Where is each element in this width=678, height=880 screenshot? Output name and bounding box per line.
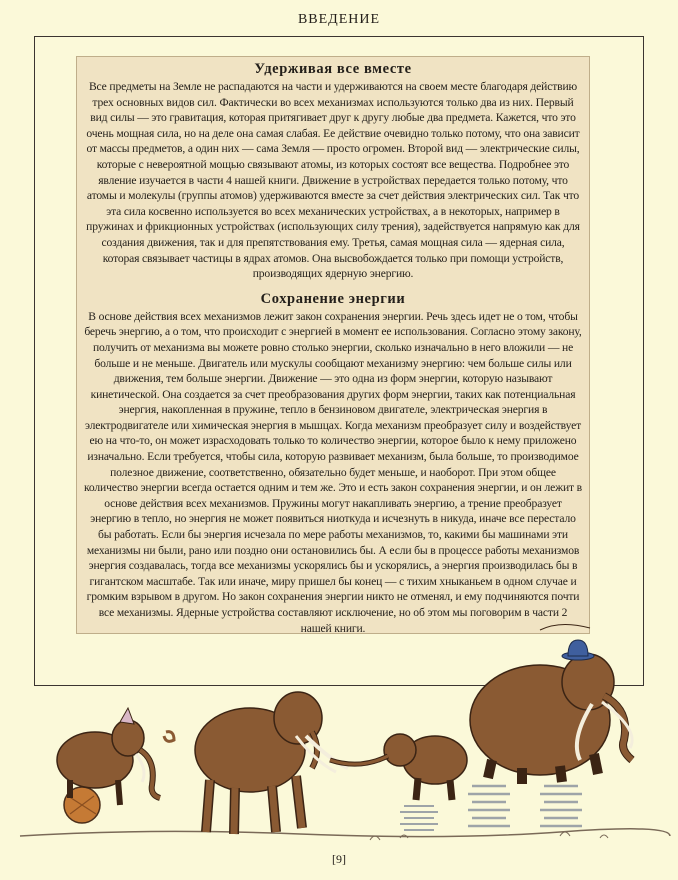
section-title-energy: Сохранение энергии bbox=[260, 290, 406, 307]
mammoth-standing bbox=[195, 692, 348, 834]
mammoth-illustration bbox=[0, 600, 678, 850]
section-title-holding: Удерживая все вместе bbox=[254, 61, 412, 77]
mammoth-on-ball bbox=[57, 708, 174, 823]
baby-mammoth bbox=[330, 734, 467, 830]
section-body-energy: В основе действия всех механизмов лежит закон сохранения энергии. Речь здесь идет не о том, чтобы беречь энергию, а о том, что происходит с энергией в момент ее использования. Согласно этому закону, получить от механизма вы можете ровно столько энергии, сколько изначально в него вложили — не больше и не меньше. Двигатель или мускулы сообщают механизму энергию: чем больше силы или движения, тем больше энергии. Движение — это одна из форм энергии, которую называют кинетической. Она создается за счет преобразования других форм энергии, таких как потенциальная энергия, накопленная в пружине, тепло в бензиновом двигателе, электрическая энергия в электродвигателе или химическая энергия в мышцах. Когда механизм преобразует силу и воздействует ею на что-то, он может израсходовать только то количество энергии, которое было к нему приложено изначально. Если требуется, чтобы сила, которую развивает механизм, была больше, то производимое полезное движение, соответственно, обязательно будет меньше, и наоборот. При этом общее количество энергии всегда остается одним и тем же. Это и есть закон сохранения энергии, и он лежит в основе действия всех механизмов. Пружины могут накапливать энергию, а трение преобразует энергию в тепло, но энергия не может появиться ниоткуда и исчезнуть в никуда, иначе все перестало бы работать. Если бы энергия исчезала по мере работы механизмов, то, какими бы машинами эти механизмы ни были, рано или поздно они остановились бы. А если бы в процессе работы механизмов энергия создавалась, тогда все механизмы ускорялись бы и ускорялись, а энергия производилась бы в гигантском масштабе. Так или иначе, миру пришел бы конец — с тихим хныканьем в одном случае и громким взрывом в другом. Но закон сохранения энергии никто не отменял, и ему подчиняются почти все механизмы. Ядерные устройства составляют исключение, но об этом мы поговорим в части 2 нашей книги. bbox=[84, 309, 582, 635]
page-number: [9] bbox=[332, 852, 346, 866]
running-head: ВВЕДЕНИЕ bbox=[297, 12, 381, 27]
spring-icon bbox=[468, 786, 582, 826]
spring-icon bbox=[400, 806, 438, 830]
hat-icon bbox=[562, 640, 594, 660]
mammoth-on-springs bbox=[468, 624, 632, 826]
section-body-holding: Все предметы на Земле не распадаются на части и удерживаются на своем месте благодаря действию трех основных видов сил. Фактически во всех механизмах используются только два из них. Первый вид силы — это гравитация, которая притягивает друг к другу любые два предмета. Кажется, что это очень мощная сила, но на деле она самая слабая. Ее действие очевидно только потому, что она зависит от массы предметов, а один них — сама Земля — просто огромен. Второй вид — электрические силы, которые с невероятной мощью связывают атомы, из которых состоят все вещества. Подробнее это явление изучается в части 4 нашей книги. Движение в устройствах передается только потому, что атомы и молекулы (группы атомов) удерживаются вместе за счет действия электрических сил. Так что эта сила косвенно используется во всех механических устройствах, а в некоторых, например в пружинах и фрикционных устройствах (использующих силу трения), задействуется напрямую как для создания движения, так и для препятствования ему. Третья, самая мощная сила — ядерная сила, которая связывает частицы в ядрах атомов. Она высвобождается только при помощи устройств, производящих ядерную энергию. bbox=[86, 80, 580, 281]
text-box bbox=[76, 56, 590, 634]
